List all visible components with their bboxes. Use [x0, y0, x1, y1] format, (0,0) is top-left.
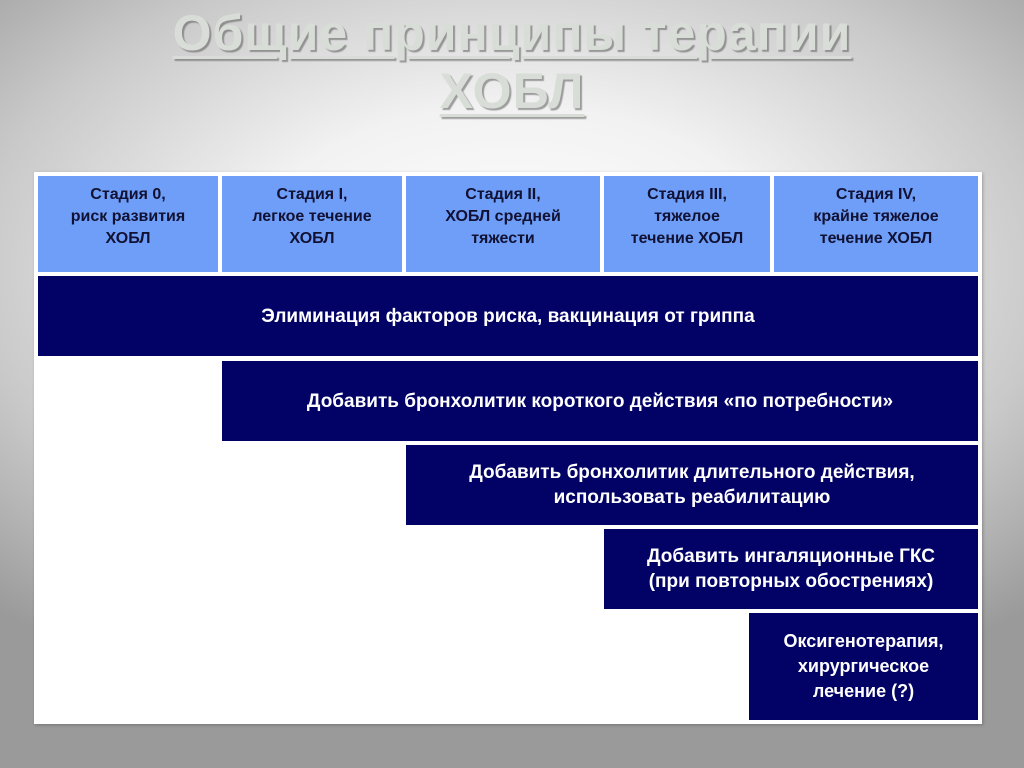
slide-title-line-2: ХОБЛ [439, 63, 585, 119]
therapy-oxygen-surgery: Оксигенотерапия, хирургическое лечение (?) [749, 613, 978, 720]
stage-2-header: Стадия II, ХОБЛ средней тяжести [406, 176, 600, 272]
stage-3-header: Стадия III, тяжелое течение ХОБЛ [604, 176, 770, 272]
therapy-short-bronchodilator: Добавить бронхолитик короткого действия «по потребности» [222, 361, 978, 441]
stage-4-header: Стадия IV, крайне тяжелое течение ХОБЛ [774, 176, 978, 272]
therapy-long-bronchodilator: Добавить бронхолитик длительного действия, использовать реабилитацию [406, 445, 978, 525]
therapy-risk-elimination: Элиминация факторов риска, вакцинация от гриппа [38, 276, 978, 356]
slide-title [0, 4, 1024, 120]
therapy-inhaled-gcs: Добавить ингаляционные ГКС (при повторных обострениях) [604, 529, 978, 609]
stage-0-header: Стадия 0, риск развития ХОБЛ [38, 176, 218, 272]
slide-title-line-1: Общие принципы терапии [172, 5, 852, 61]
stage-1-header: Стадия I, легкое течение ХОБЛ [222, 176, 402, 272]
